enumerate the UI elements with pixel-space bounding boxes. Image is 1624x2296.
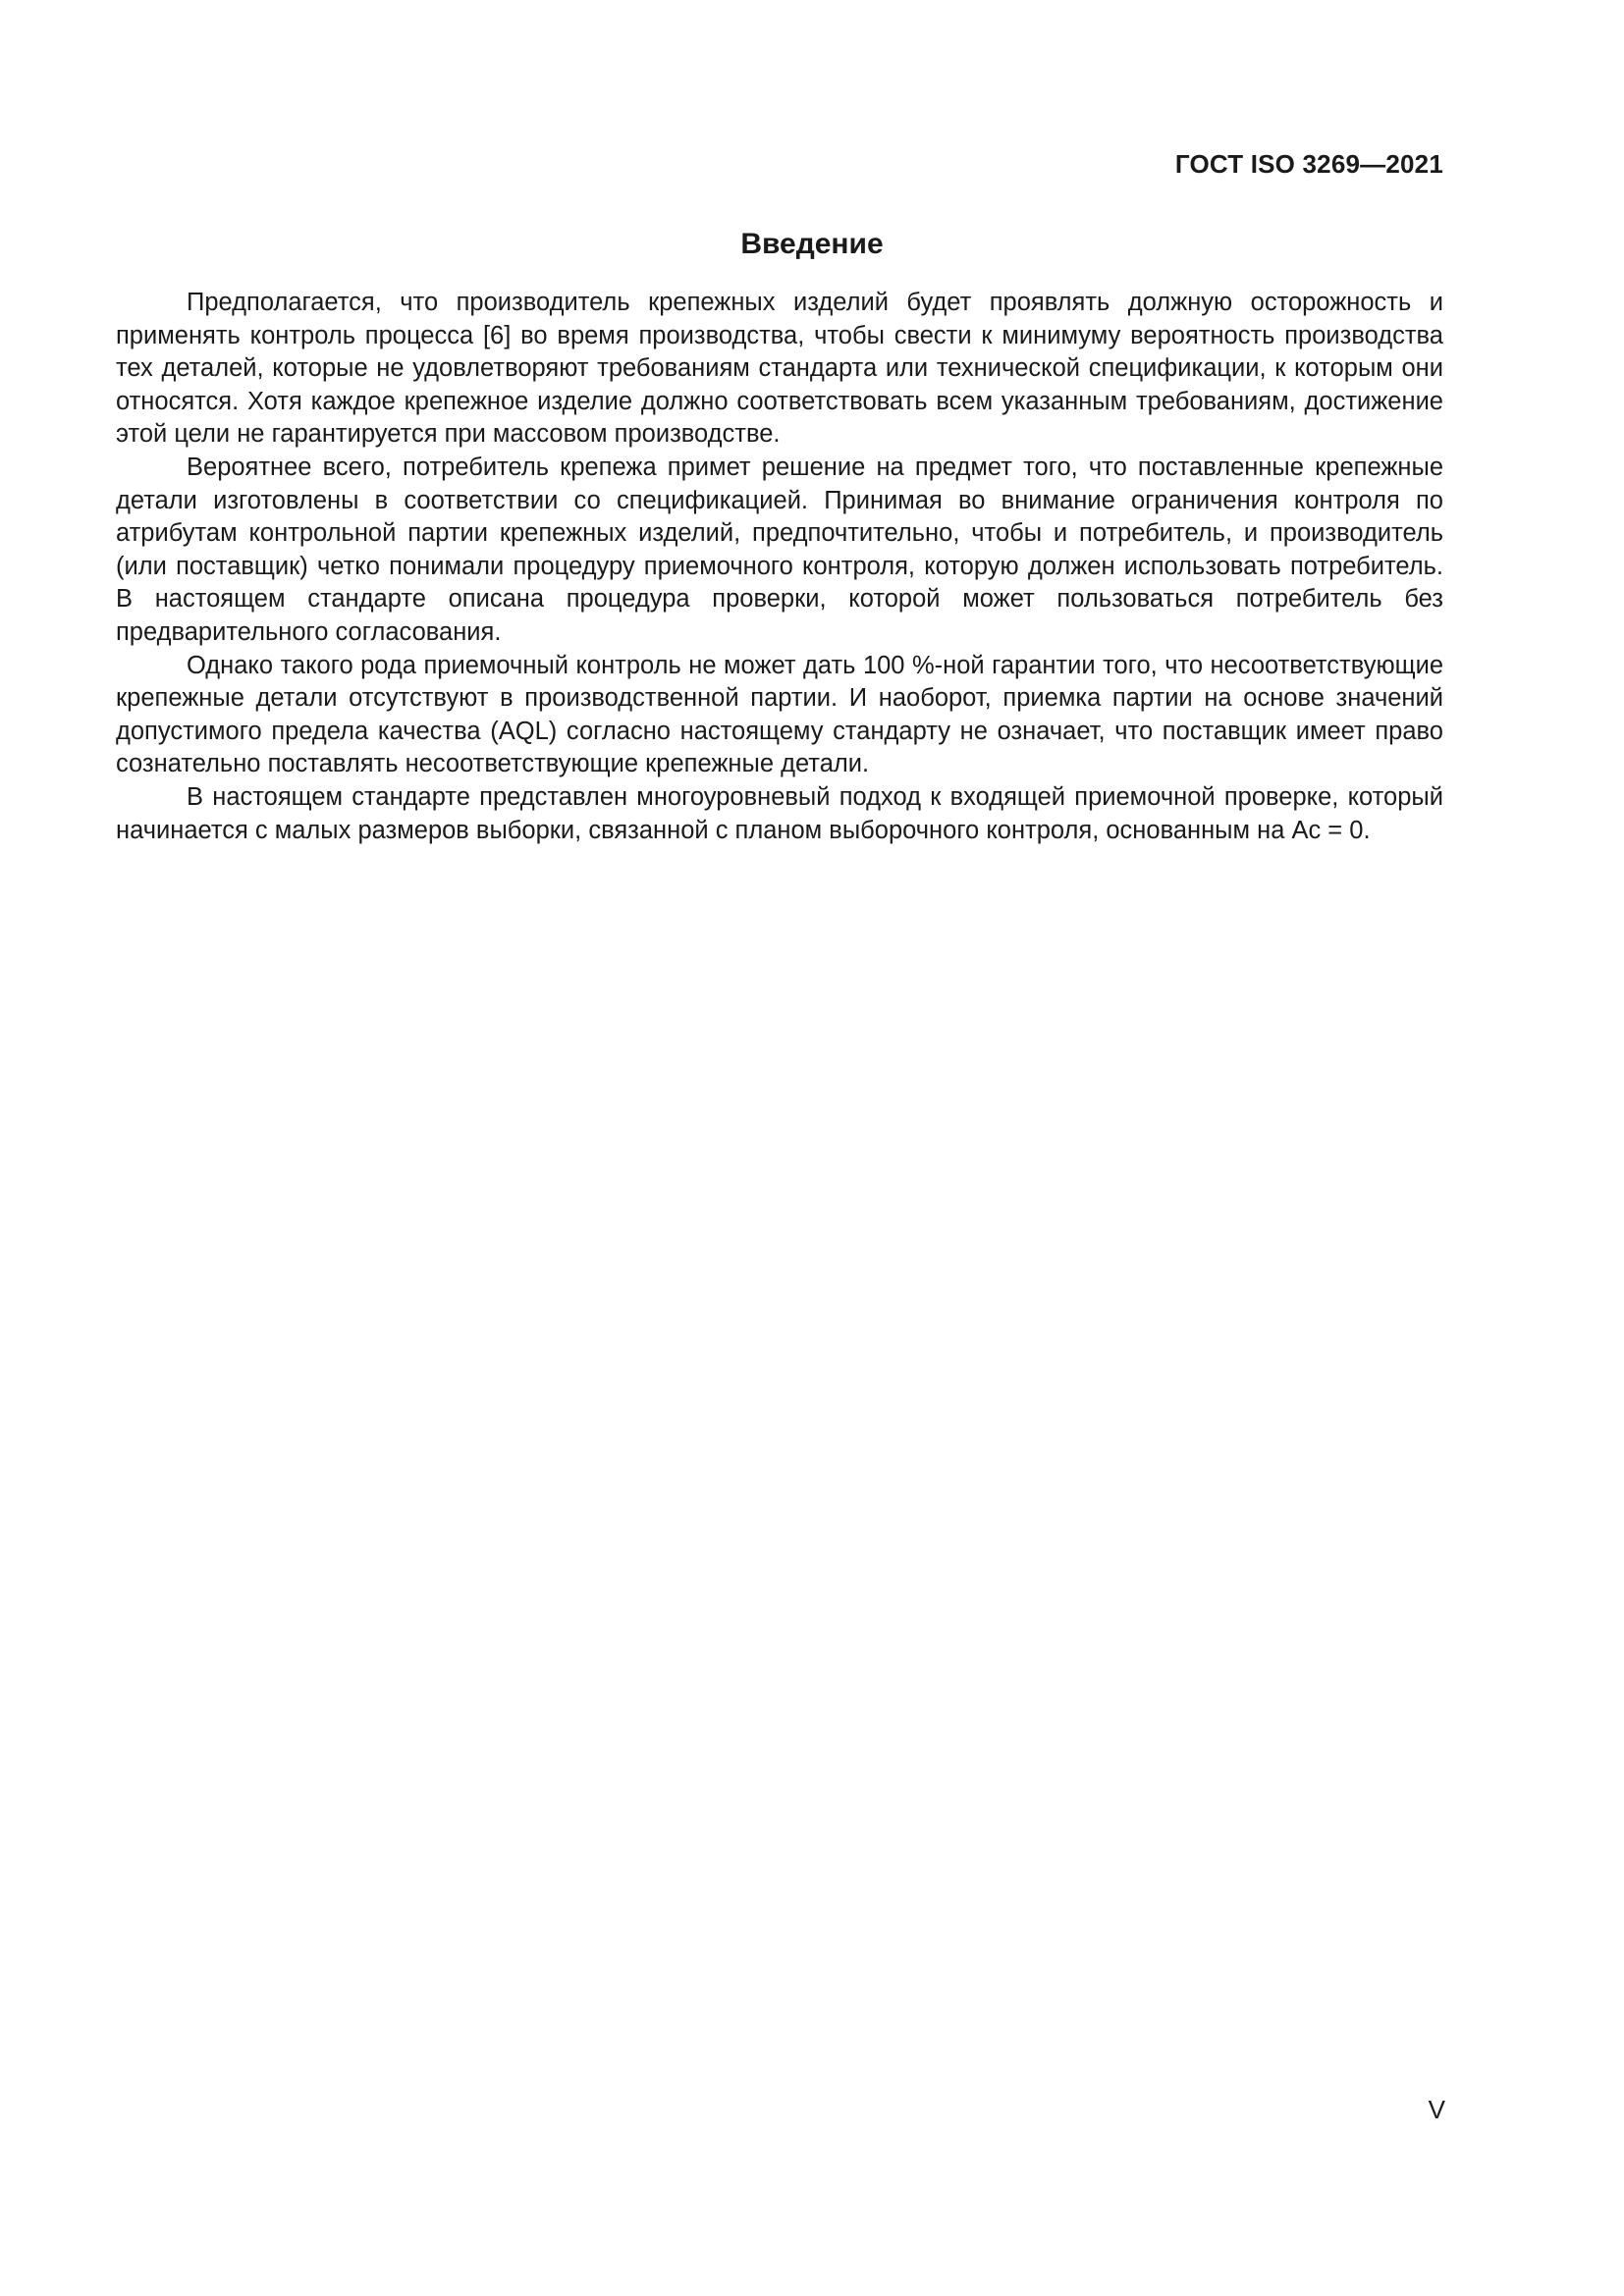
document-code-header: ГОСТ ISO 3269—2021 xyxy=(1174,149,1443,179)
body-text xyxy=(116,287,1443,847)
paragraph-1: Предполагается, что производитель крепежных изделий будет проявлять должную осторожность и применять контроль процесса [6] во время производства, чтобы свести к минимуму вероятность производства тех деталей, которые не удовлетворяют требованиям стандарта или технической спецификации, к которым они относятся. Хотя каждое крепежное изделие должно соответствовать всем указанным требованиям, достижение этой цели не гарантируется при массовом производстве. xyxy=(116,289,1443,449)
page-number: V xyxy=(1428,2095,1445,2124)
section-title: Введение xyxy=(740,228,884,260)
paragraph-2: Вероятнее всего, потребитель крепежа примет решение на предмет того, что поставленные крепежные детали изготовлены в соответствии со спецификацией. Принимая во внимание ограничения контроля по атрибутам контрольной партии крепежных изделий, предпочтительно, чтобы и потребитель, и производитель (или поставщик) четко понимали процедуру приемочного контроля, которую должен использовать потребитель. В настоящем стандарте описана процедура проверки, которой может пользоваться потребитель без предварительного согласования. xyxy=(116,453,1443,646)
paragraph-4: В настоящем стандарте представлен многоуровневый подход к входящей приемочной проверке, который начинается с малых размеров выборки, связанной с планом выборочного контроля, основанным на Ac = 0. xyxy=(116,782,1443,844)
paragraph-3: Однако такого рода приемочный контроль не может дать 100 %-ной гарантии того, что несоответствующие крепежные детали отсутствуют в производственной партии. И наоборот, приемка партии на основе значений допустимого предела качества (AQL) согласно настоящему стандарту не означает, что поставщик имеет право сознательно поставлять несоответствующие крепежные детали. xyxy=(116,651,1443,778)
